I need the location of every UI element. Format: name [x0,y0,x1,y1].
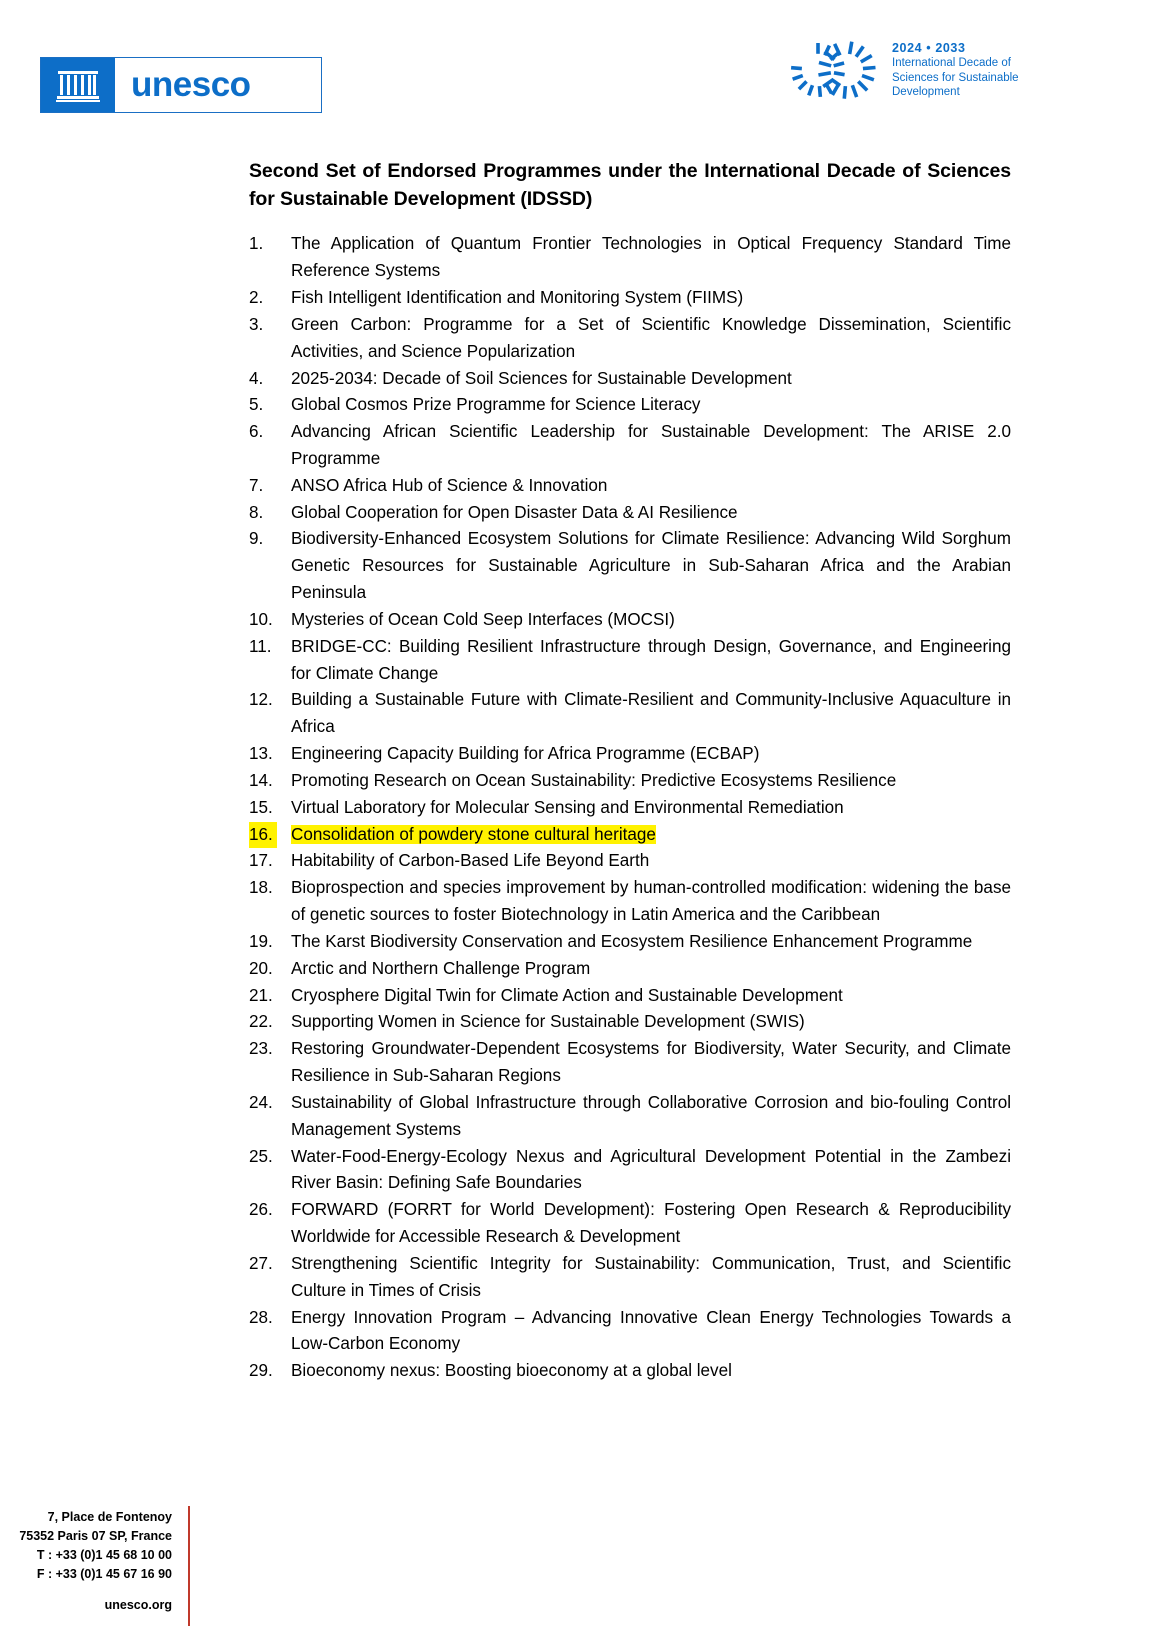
programme-text: Global Cosmos Prize Programme for Science Literacy [291,395,701,415]
programme-text: ANSO Africa Hub of Science & Innovation [291,475,608,495]
programme-text: Advancing African Scientific Leadership for Sustainable Development: The ARISE 2.0 Programme [291,422,1011,468]
list-item [249,848,1011,875]
programme-text: Restoring Groundwater-Dependent Ecosystems for Biodiversity, Water Security, and Climate Resilience in Sub-Saharan Regions [291,1039,1011,1086]
programme-text: Habitability of Carbon-Based Life Beyond Earth [291,851,650,871]
list-item [249,526,1011,606]
idssd-line-3: Development [892,86,960,98]
unesco-logo [40,57,322,113]
programme-text: Energy Innovation Program – Advancing Innovative Clean Energy Technologies Towards a Low-Carbon Economy [291,1307,1011,1354]
programme-list [249,231,1011,1385]
programme-text: 2025-2034: Decade of Soil Sciences for Sustainable Development [291,368,792,388]
list-item [249,956,1011,983]
list-item [249,1036,1011,1090]
footer-divider [188,1506,190,1626]
list-item [249,1305,1011,1359]
programme-text: BRIDGE-CC: Building Resilient Infrastructure through Design, Governance, and Engineering for Climate Change [291,636,1011,683]
unesco-wordmark: unesco [131,65,251,104]
list-item [249,1009,1011,1036]
footer-phone: T : +33 (0)1 45 68 10 00 [36,1548,172,1562]
programme-text: Cryosphere Digital Twin for Climate Action and Sustainable Development [291,985,843,1005]
page-footer [0,1490,1150,1640]
programme-text: Engineering Capacity Building for Africa Programme (ECBAP) [291,744,760,764]
list-item-highlighted [249,822,1011,849]
programme-text: Promoting Research on Ocean Sustainability: Predictive Ecosystems Resilience [291,770,897,790]
list-item [249,1197,1011,1251]
idssd-line-2: Sciences for Sustainable [892,71,1019,84]
programme-text: Water-Food-Energy-Ecology Nexus and Agricultural Development Potential in the Zambezi River Basin: Defining Safe Boundaries [291,1146,1011,1193]
programme-text: The Karst Biodiversity Conservation and Ecosystem Resilience Enhancement Programme [291,931,973,951]
programme-text: Bioeconomy nexus: Boosting bioeconomy at a global level [291,1361,732,1381]
list-item [249,1090,1011,1144]
footer-address [0,1508,172,1584]
idssd-burst-icon [790,34,882,106]
programme-text: Strengthening Scientific Integrity for Sustainability: Communication, Trust, and Scientific Culture in Times of Crisis [291,1253,1011,1300]
programme-text: Consolidation of powdery stone cultural heritage [291,824,656,844]
list-item [249,875,1011,929]
idssd-logo-text [892,41,1019,100]
unesco-temple-icon [41,58,115,112]
page-header [0,0,1150,140]
programme-text: The Application of Quantum Frontier Technologies in Optical Frequency Standard Time Reference Systems [291,234,1011,281]
list-item [249,687,1011,741]
idssd-logo [790,30,1050,110]
footer-fax: F : +33 (0)1 45 67 16 90 [36,1567,172,1581]
idssd-line-1: International Decade of [892,57,1011,70]
list-item [249,392,1011,419]
document-body [249,158,1011,1385]
list-item [249,795,1011,822]
list-item [249,607,1011,634]
list-item [249,312,1011,366]
programme-text: Green Carbon: Programme for a Set of Scientific Knowledge Dissemination, Scientific Activities, and Science Popularization [291,314,1011,361]
list-item [249,1358,1011,1385]
programme-text: Supporting Women in Science for Sustainable Development (SWIS) [291,1012,805,1032]
list-item [249,473,1011,500]
programme-text: Biodiversity-Enhanced Ecosystem Solutions for Climate Resilience: Advancing Wild Sorghum Genetic Resources for Sustainable Agriculture in Sub-Saharan Africa and the Arabian Peninsula [291,529,1011,603]
programme-text: Mysteries of Ocean Cold Seep Interfaces (MOCSI) [291,609,675,629]
list-item [249,500,1011,527]
list-item [249,983,1011,1010]
list-item [249,285,1011,312]
programme-text: Sustainability of Global Infrastructure through Collaborative Corrosion and bio-fouling Control Management Systems [291,1092,1011,1139]
programme-text: Virtual Laboratory for Molecular Sensing and Environmental Remediation [291,797,844,817]
programme-text: FORWARD (FORRT for World Development): Fostering Open Research & Reproducibility Worldwide for Accessible Research & Development [291,1200,1011,1247]
list-item [249,1144,1011,1198]
list-item [249,419,1011,473]
programme-text: Global Cooperation for Open Disaster Data & AI Resilience [291,502,738,522]
idssd-years: 2024 • 2033 [892,40,966,55]
programme-text: Arctic and Northern Challenge Program [291,958,591,978]
list-item [249,634,1011,688]
list-item [249,366,1011,393]
programme-text: Fish Intelligent Identification and Monitoring System (FIIMS) [291,288,744,308]
list-item [249,1251,1011,1305]
list-item [249,741,1011,768]
footer-address-line-2: 75352 Paris 07 SP, France [19,1529,172,1543]
footer-website[interactable]: unesco.org [104,1598,172,1612]
programme-text: Building a Sustainable Future with Climate-Resilient and Community-Inclusive Aquaculture in Africa [291,690,1011,737]
page-title: Second Set of Endorsed Programmes under the International Decade of Sciences for Sustainable Development (IDSSD) [249,160,1011,210]
list-item [249,768,1011,795]
programme-text: Bioprospection and species improvement by human-controlled modification: widening the base of genetic sources to foster Biotechnology in Latin America and the Caribbean [291,878,1011,925]
footer-address-line-1: 7, Place de Fontenoy [47,1510,172,1524]
list-item [249,929,1011,956]
list-item [249,231,1011,285]
